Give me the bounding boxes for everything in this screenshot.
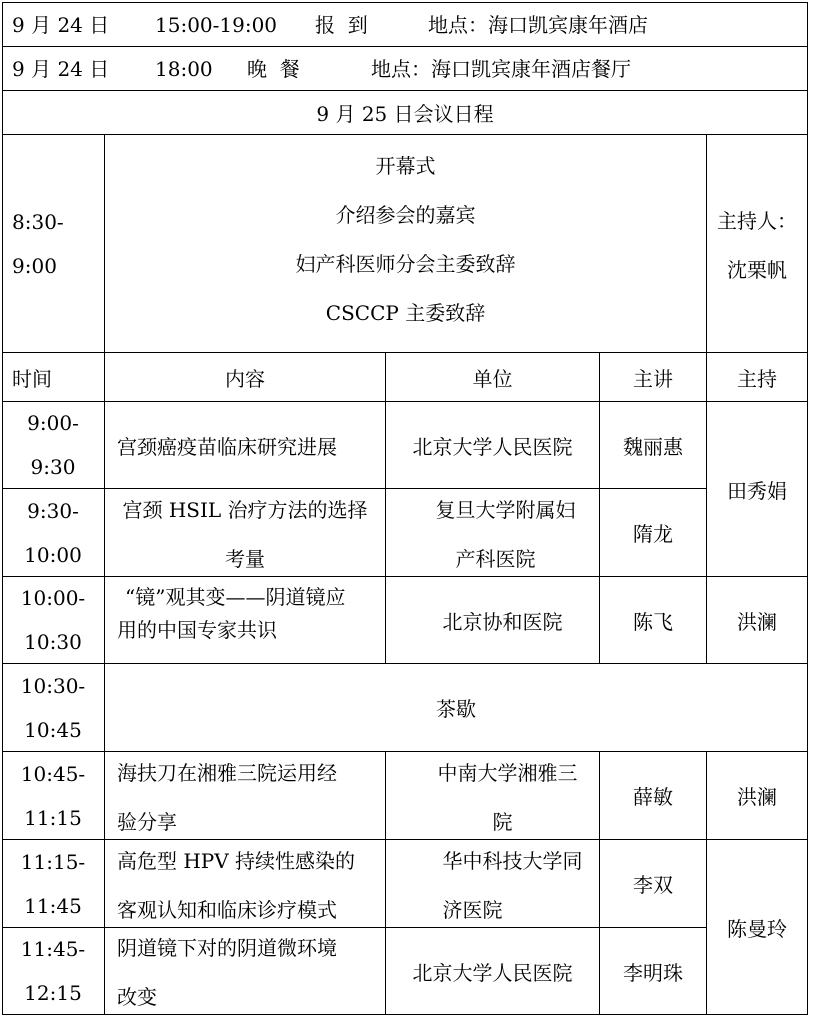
column-header-unit: 单位 bbox=[472, 366, 513, 391]
session-time: 9:30- 10:00 bbox=[24, 498, 82, 567]
session-content: 宫颈癌疫苗临床研究进展 bbox=[117, 434, 337, 459]
session-content: 高危型 HPV 持续性感染的 客观认知和临床诊疗模式 bbox=[117, 848, 356, 922]
grid-line bbox=[2, 1014, 808, 1015]
header-event: 晚 餐 bbox=[247, 57, 300, 81]
opening-item: 妇产科医师分会主委致辞 bbox=[295, 252, 516, 276]
column-header-host: 主持 bbox=[737, 366, 777, 391]
opening-time-end: 9:00 bbox=[12, 253, 57, 278]
column-header-time: 时间 bbox=[12, 366, 52, 391]
session-speaker: 薛敏 bbox=[633, 785, 673, 809]
host-cell: 陈曼玲 bbox=[727, 916, 787, 941]
header-time: 15:00-19:00 bbox=[155, 13, 278, 37]
session-content: 海扶刀在湘雅三院运用经 验分享 bbox=[117, 760, 337, 834]
header-event: 报 到 bbox=[315, 13, 368, 37]
header-time: 18:00 bbox=[155, 57, 213, 81]
column-header-speaker: 主讲 bbox=[633, 366, 673, 391]
opening-time-start: 8:30- bbox=[12, 209, 64, 234]
header-date: 9 月 24 日 bbox=[12, 57, 110, 81]
header-location: 地点：海口凯宾康年酒店 bbox=[428, 13, 648, 37]
opening-item: 介绍参会的嘉宾 bbox=[335, 203, 476, 227]
opening-host-name: 沈栗帆 bbox=[727, 257, 787, 282]
tea-break: 茶歇 bbox=[436, 697, 476, 721]
session-speaker: 魏丽惠 bbox=[623, 434, 683, 459]
session-speaker: 隋龙 bbox=[633, 522, 673, 546]
session-content: “镜”观其变——阴道镜应 用的中国专家共识 bbox=[117, 585, 346, 642]
session-time: 10:45- 11:15 bbox=[20, 761, 86, 830]
opening-time-cell bbox=[12, 135, 102, 352]
opening-host-cell bbox=[707, 135, 807, 352]
host-cell: 洪澜 bbox=[737, 785, 777, 809]
session-unit: 北京协和医院 bbox=[442, 609, 563, 634]
grid-line bbox=[2, 2, 808, 3]
grid-line bbox=[2, 46, 808, 47]
session-time: 9:00- 9:30 bbox=[27, 411, 79, 479]
session-speaker: 陈飞 bbox=[633, 609, 673, 634]
session-time: 10:30- 10:45 bbox=[20, 673, 86, 742]
session-time: 11:15- 11:45 bbox=[20, 849, 86, 918]
day-title: 9 月 25 日会议日程 bbox=[316, 102, 494, 126]
session-unit: 复旦大学附属妇 产科医院 bbox=[435, 497, 576, 571]
session-speaker: 李双 bbox=[633, 873, 673, 897]
opening-host-label: 主持人： bbox=[717, 208, 797, 233]
host-cell: 洪澜 bbox=[737, 609, 777, 634]
session-time: 11:45- 12:15 bbox=[20, 937, 86, 1005]
opening-items-cell bbox=[105, 135, 706, 352]
session-content: 宫颈 HSIL 治疗方法的选择 考量 bbox=[122, 497, 368, 571]
session-unit: 北京大学人民医院 bbox=[412, 434, 573, 459]
session-time: 10:00- 10:30 bbox=[20, 586, 86, 654]
column-header-content: 内容 bbox=[225, 366, 265, 391]
session-unit: 北京大学人民医院 bbox=[412, 960, 573, 985]
grid-line bbox=[807, 2, 808, 1015]
host-cell: 田秀娟 bbox=[727, 478, 787, 503]
header-location: 地点：海口凯宾康年酒店餐厅 bbox=[371, 57, 631, 81]
session-speaker: 李明珠 bbox=[623, 960, 683, 985]
session-content: 阴道镜下对的阴道微环境 改变 bbox=[117, 936, 337, 1009]
opening-item: CSCCP 主委致辞 bbox=[325, 301, 486, 325]
day-title-cell bbox=[2, 91, 808, 134]
header-date: 9 月 24 日 bbox=[12, 13, 110, 37]
session-unit: 中南大学湘雅三 院 bbox=[437, 760, 578, 834]
session-unit: 华中科技大学同 济医院 bbox=[442, 848, 583, 922]
opening-item: 开幕式 bbox=[375, 154, 436, 178]
